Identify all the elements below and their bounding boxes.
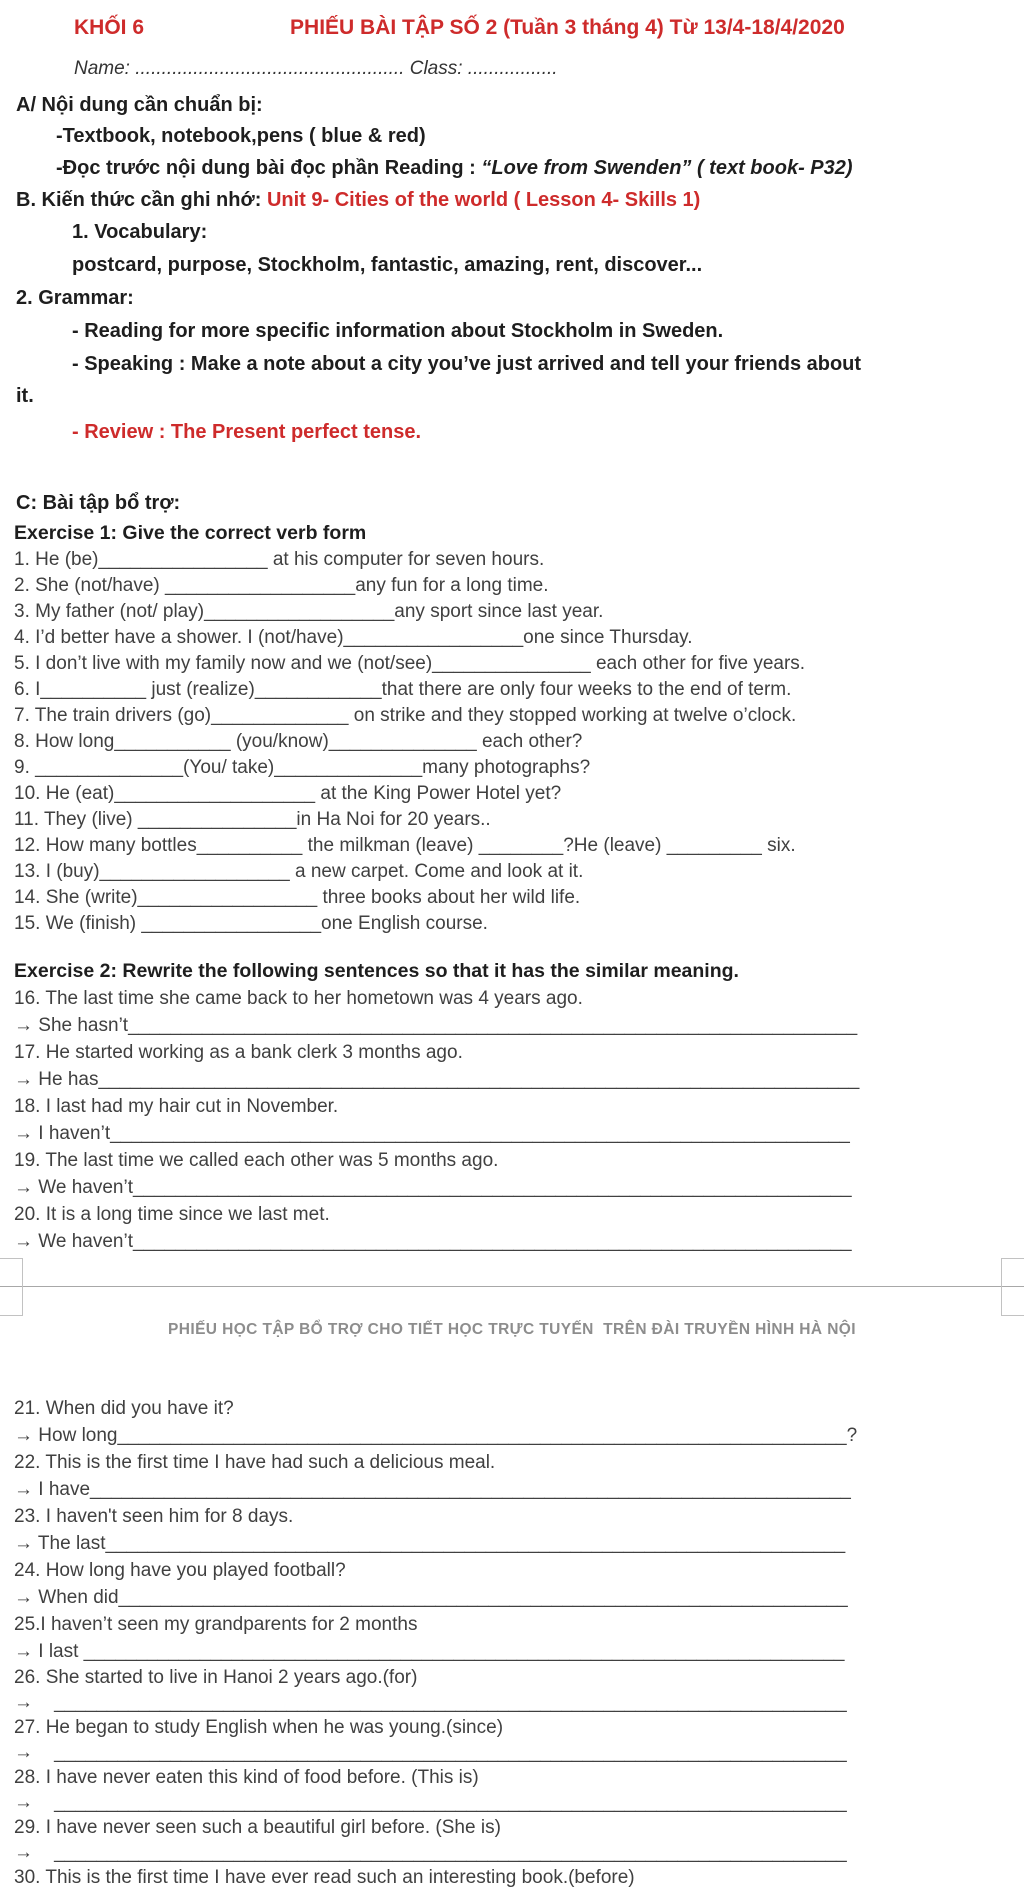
exercise-2-answer-blank: → How long_____________________________________________________________________? — [14, 1425, 858, 1446]
exercise-1-item: 8. How long___________ (you/know)______________ each other? — [14, 731, 583, 752]
exercise-1-item: 7. The train drivers (go)_____________ on strike and they stopped working at twelve o’clock. — [14, 705, 797, 726]
exercise-2-answer-blank: → She hasn’t_____________________________________________________________________ — [14, 1015, 858, 1036]
exercise-2-line: 22. This is the first time I have had such a delicious meal. — [14, 1452, 496, 1473]
exercise-2-answer-blank: → ___________________________________________________________________________ — [14, 1792, 847, 1813]
exercise-2 — [0, 957, 1024, 1255]
exercise-2-answer-blank: → When did_____________________________________________________________________ — [14, 1587, 848, 1608]
exercise-2-line: 19. The last time we called each other was 5 months ago. — [14, 1150, 499, 1171]
grammar-item-reading: - Reading for more specific information about Stockholm in Sweden. — [72, 320, 724, 342]
exercise-1-item: 15. We (finish) _________________one English course. — [14, 913, 488, 934]
exercise-2-line: 26. She started to live in Hanoi 2 years ago.(for) — [14, 1667, 418, 1688]
name-class-line: Name: ................................................... Class: ................. — [74, 58, 558, 79]
exercise-2-line: 25.I haven’t seen my grandparents for 2 months — [14, 1614, 418, 1635]
exercise-1-item: 2. She (not/have) __________________any fun for a long time. — [14, 575, 549, 596]
section-c-heading: C: Bài tập bổ trợ: — [16, 492, 181, 514]
exercise-2-answer-blank: → He has________________________________________________________________________ — [14, 1069, 860, 1090]
exercise-2-answer-blank: → ___________________________________________________________________________ — [14, 1692, 847, 1713]
exercise-2-line: 23. I haven't seen him for 8 days. — [14, 1506, 294, 1527]
exercise-2-answer-blank: → I haven’t______________________________________________________________________ — [14, 1123, 850, 1144]
exercise-1-items — [0, 547, 1024, 937]
vocabulary-heading: 1. Vocabulary: — [72, 221, 208, 243]
exercise-2-line: 20. It is a long time since we last met. — [14, 1204, 330, 1225]
exercise-2-lines — [0, 985, 1024, 1255]
exercise-2-line: 28. I have never eaten this kind of food before. (This is) — [14, 1767, 479, 1788]
grammar-item-speaking: - Speaking : Make a note about a city you’ve just arrived and tell your friends about — [72, 353, 862, 375]
section-b-unit-title: Unit 9- Cities of the world ( Lesson 4- Skills 1) — [266, 189, 701, 211]
grammar-heading: 2. Grammar: — [16, 287, 134, 309]
exercise-2-answer-blank: → I have________________________________________________________________________ — [14, 1479, 851, 1500]
exercise-1-heading: Exercise 1: Give the correct verb form — [14, 522, 367, 544]
grammar-review-note: - Review : The Present perfect tense. — [72, 421, 422, 443]
exercise-2-answer-blank: → I last ________________________________________________________________________ — [14, 1641, 845, 1662]
exercise-2-heading: Exercise 2: Rewrite the following sentences so that it has the similar meaning. — [14, 960, 739, 982]
prep-item-reading — [0, 152, 1024, 184]
page-break — [0, 1255, 1024, 1317]
vocabulary-words: postcard, purpose, Stockholm, fantastic, amazing, rent, discover... — [72, 254, 703, 276]
exercise-2-answer-blank: → ___________________________________________________________________________ — [14, 1842, 847, 1863]
document-header — [0, 14, 1024, 42]
grade-label: KHỐI 6 — [74, 16, 145, 39]
exercise-2-line: 17. He started working as a bank clerk 3 months ago. — [14, 1042, 463, 1063]
exercise-2-line: 30. This is the first time I have ever read such an interesting book.(before) — [14, 1867, 635, 1888]
exercise-2-line: 24. How long have you played football? — [14, 1560, 346, 1581]
prep-item-textbook: -Textbook, notebook,pens ( blue & red) — [56, 125, 426, 147]
watermark-text: PHIẾU HỌC TẬP BỔ TRỢ CHO TIẾT HỌC TRỰC TUYẾN TRÊN ĐÀI TRUYỀN HÌNH HÀ NỘI — [168, 1321, 856, 1338]
exercise-2-line: 27. He began to study English when he was young.(since) — [14, 1717, 504, 1738]
grammar-item-speaking-continuation: it. — [16, 385, 34, 407]
page-break-mark-right — [1001, 1258, 1024, 1316]
exercise-2-line: 16. The last time she came back to her hometown was 4 years ago. — [14, 988, 583, 1009]
exercise-1-item: 14. She (write)_________________ three books about her wild life. — [14, 887, 581, 908]
page-break-mark-left — [0, 1258, 23, 1316]
exercise-1-item: 10. He (eat)___________________ at the King Power Hotel yet? — [14, 783, 562, 804]
exercise-2-answer-blank: → The last______________________________________________________________________ — [14, 1533, 846, 1554]
exercise-2-line: 21. When did you have it? — [14, 1398, 234, 1419]
exercise-2-line: 18. I last had my hair cut in November. — [14, 1096, 339, 1117]
exercise-1-item: 13. I (buy)__________________ a new carpet. Come and look at it. — [14, 861, 584, 882]
exercise-2-continued — [0, 1395, 1024, 1890]
exercise-1-item: 6. I__________ just (realize)____________that there are only four weeks to the end of term. — [14, 679, 792, 700]
exercise-1-item: 1. He (be)________________ at his computer for seven hours. — [14, 549, 545, 570]
exercise-1-item: 3. My father (not/ play)__________________any sport since last year. — [14, 601, 604, 622]
exercise-2-answer-blank: → We haven’t____________________________________________________________________ — [14, 1231, 852, 1252]
exercise-2-answer-blank: → ___________________________________________________________________________ — [14, 1742, 847, 1763]
reading-title-italic: “Love from Swenden” ( text book- P32) — [481, 157, 853, 179]
page-title: PHIẾU BÀI TẬP SỐ 2 (Tuần 3 tháng 4) Từ 13/4-18/4/2020 — [290, 16, 845, 39]
exercise-2-line: 29. I have never seen such a beautiful girl before. (She is) — [14, 1817, 501, 1838]
exercise-1-item: 5. I don’t live with my family now and we (not/see)_______________ each other for five years. — [14, 653, 806, 674]
page-break-line — [0, 1286, 1024, 1287]
section-b-heading — [0, 184, 1024, 216]
exercise-1-item: 4. I’d better have a shower. I (not/have)_________________one since Thursday. — [14, 627, 693, 648]
section-a-heading: A/ Nội dung cần chuẩn bị: — [16, 94, 263, 116]
exercise-1-item: 12. How many bottles__________ the milkman (leave) ________?He (leave) _________ six. — [14, 835, 796, 856]
exercise-1-item: 11. They (live) _______________in Ha Noi for 20 years.. — [14, 809, 491, 830]
prep-item-reading-prefix: -Đọc trước nội dung bài đọc phần Reading : — [56, 157, 482, 179]
exercise-1-item: 9. ______________(You/ take)______________many photographs? — [14, 757, 591, 778]
exercise-2-answer-blank: → We haven’t____________________________________________________________________ — [14, 1177, 852, 1198]
section-b-heading-prefix: B. Kiến thức cần ghi nhớ: — [16, 189, 267, 211]
